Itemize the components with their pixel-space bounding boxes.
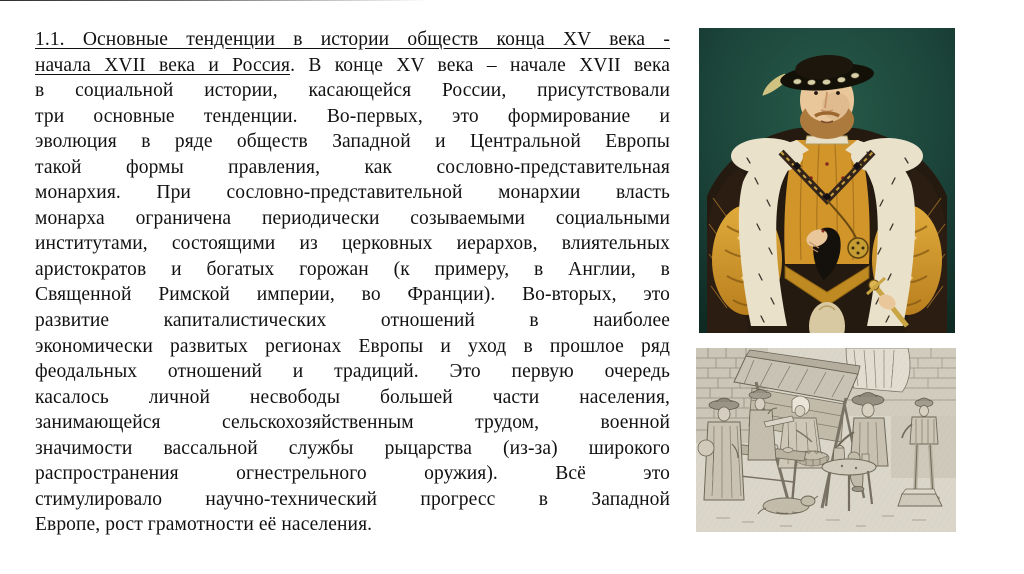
text-segment: касалось личной несвободы большей части населения, [35, 386, 670, 408]
text-line [35, 180, 670, 206]
text-segment: три основные тенденции. Во-первых, это формирование и [35, 105, 670, 127]
text-line [35, 206, 670, 232]
text-line [35, 359, 670, 385]
text-segment: развитие капиталистических отношений в наиболее [35, 310, 670, 332]
text-line [35, 78, 670, 104]
text-line [35, 410, 670, 436]
text-segment: такой формы правления, как сословно-представительная [35, 156, 670, 178]
right-eye [836, 91, 840, 95]
text-segment: Священной Римской империи, во Франции). Во-вторых, это [35, 284, 670, 306]
engraving-illustration [696, 348, 956, 532]
text-segment: 1.1. Основные тенденции в истории обществ конца XV века - [35, 29, 670, 50]
text-segment: монархия. При сословно-представительной монархии власть [35, 182, 670, 204]
text-segment: аристократов и богатых горожан (к примеру, в Англии, в [35, 258, 670, 280]
text-segment: стимулировало научно-технический прогресс в Западной [35, 488, 670, 510]
text-segment: значимости вассальной службы рыцарства (из-за) широкого [35, 437, 670, 459]
text-segment: экономически развитых регионах Европы и уход в прошлое ряд [35, 335, 670, 357]
text-line [35, 385, 670, 411]
text-line [35, 334, 670, 360]
portrait-henry-viii-image [699, 28, 955, 333]
window-top-edge [0, 0, 1024, 1]
text-segment: эволюция в ряде обществ Западной и Центральной Европы [35, 131, 670, 153]
text-line [35, 308, 670, 334]
text-line [35, 282, 670, 308]
text-segment: монарха ограничена периодически созываемыми социальными [35, 207, 670, 229]
text-line [35, 512, 670, 538]
text-segment: начала XVII века и Россия [35, 54, 291, 76]
pendant-medallion [848, 238, 868, 258]
text-line [35, 231, 670, 257]
text-segment: . В конце XV века – начале XVII века [290, 54, 670, 76]
text-line [35, 436, 670, 462]
text-line [35, 155, 670, 181]
text-line [35, 129, 670, 155]
text-segment: Европе, рост грамотности её населения. [35, 514, 373, 536]
text-line [35, 461, 670, 487]
text-line [35, 53, 670, 79]
text-line [35, 257, 670, 283]
text-line [35, 104, 670, 130]
text-block [35, 27, 670, 538]
engraving-texture [696, 348, 956, 532]
text-line [35, 27, 670, 53]
text-segment: занимающейся сельскохозяйственным трудом, военной [35, 412, 670, 434]
text-segment: феодальных отношений и традиций. Это первую очередь [35, 361, 670, 383]
text-segment: в социальной истории, касающейся России, присутствовали [35, 80, 670, 102]
text-segment: распространения огнестрельного оружия). Всё это [35, 463, 670, 485]
text-line [35, 487, 670, 513]
left-eye [814, 91, 818, 95]
market-engraving-image [696, 348, 956, 532]
portrait-illustration [699, 28, 955, 333]
text-segment: институтами, состоящими из церковных иерархов, влиятельных [35, 233, 670, 255]
